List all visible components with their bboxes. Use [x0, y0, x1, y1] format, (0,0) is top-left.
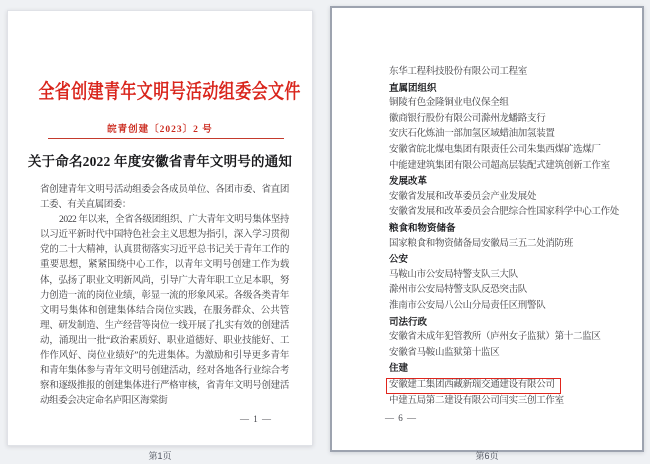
award-item: 马鞍山市公安局特警支队三大队: [389, 269, 518, 280]
document-page-6[interactable]: [330, 6, 644, 452]
caption-page-6: 第6页: [475, 451, 499, 461]
award-list: [389, 65, 628, 409]
award-item: 铜陵有色金隆铜业电仪保全组: [389, 98, 509, 109]
award-item: 淮南市公安局八公山分局责任区刑警队: [389, 300, 546, 311]
category-header: 住建: [389, 363, 409, 375]
category-header: 司法行政: [389, 316, 428, 328]
award-item: 中建五局第二建设有限公司闫实三创工作室: [389, 395, 564, 406]
salutation: 省创建青年文明号活动组委会各成员单位、各团市委、省直团工委、有关直属团委：: [40, 185, 289, 211]
award-item: 滁州市公安局特警支队反恐突击队: [389, 285, 528, 296]
document-number: 皖青创建〔2023〕2 号: [107, 125, 213, 135]
award-item: 安徽省发展和改革委员会产业发展处: [389, 191, 537, 202]
notice-subject: 关于命名2022 年度安徽省青年文明号的通知: [27, 154, 293, 169]
category-header: 公安: [389, 254, 409, 266]
award-item: 东华工程科技股份有限公司工程室: [389, 67, 528, 77]
page-number-1: — 1 —: [240, 414, 272, 424]
category-header: 发展改革: [389, 176, 428, 188]
award-item: 国家粮食和物资储备局安徽局三五二处消防班: [389, 238, 574, 249]
category-header: 直属团组织: [389, 82, 437, 94]
award-item: 安徽省马鞍山监狱第十监区: [389, 347, 500, 358]
highlight-box: 安徽建工集团西藏新瑞交通建设有限公司: [386, 378, 561, 394]
award-item: 中能建建筑集团有限公司超高层装配式建筑创新工作室: [389, 160, 610, 171]
body-paragraph: 2022 年以来，全省各级团组织、广大青年文明号集体坚持以习近平新时代中国特色社会主义思想为指引，深入学习贯彻党的二十大精神，认真贯彻落实习近平总书记关于青年工作的重要思想，紧紧围绕中心工作，以青年文明号创建工作为载体，弘扬了职业文明新风尚，引导广大青年职工立足本职，努力创造一流的岗位业绩，彰显一流的形象风采。各级各类青年文明号集体和创建集体结合岗位实践，在服务群众、公共管理、研发制造、生产经营等岗位一线开展了扎实有效的创建活动，涌现出一批“政治素质好、职业道德好、职业技能好、工作作风好、岗位业绩好”的先进集体。为激励和引导更多青年和青年集体参与青年文明号创建活动，经对各地各行业综合考察和逐级推报的创建集体进行严格审核，省青年文明号创建活动组委会决定命名庐阳区海棠街: [40, 215, 289, 407]
document-title: 全省创建青年文明号活动组委会文件: [38, 81, 301, 103]
document-body: [40, 183, 289, 409]
page-number-6: — 6 —: [385, 413, 417, 423]
award-item: 安徽省皖北煤电集团有限责任公司朱集西煤矿选煤厂: [389, 144, 601, 155]
red-divider: [48, 138, 284, 139]
award-item: 徽商银行股份有限公司滁州龙蟠路支行: [389, 113, 546, 124]
award-item: [389, 377, 628, 394]
award-item: 安徽省未成年犯管教所（庐州女子监狱）第十二监区: [389, 332, 601, 343]
category-header: 粮食和物资储备: [389, 222, 456, 234]
award-item: 安徽省发展和改革委员会合肥综合性国家科学中心工作处: [389, 207, 620, 218]
document-page-1[interactable]: [7, 10, 313, 446]
award-item: 安庆石化炼油一部加氢区域蜡油加氢装置: [389, 129, 555, 140]
caption-page-1: 第1页: [148, 451, 172, 461]
